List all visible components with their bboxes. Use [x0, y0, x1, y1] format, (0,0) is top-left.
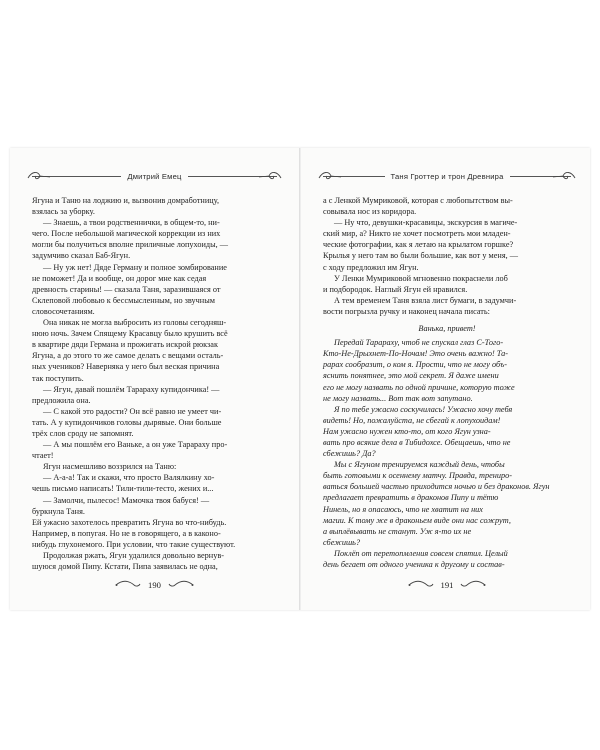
letter-greeting: Ванька, привет! — [418, 324, 476, 334]
text-line: и подбородок. Наглый Ягун ей нравился. — [323, 284, 468, 294]
text-line: древность старины! — сказала Таня, заразившаяся от — [32, 284, 221, 294]
running-head-title: Таня Гроттер и трон Древнира — [390, 171, 504, 181]
ornament-icon — [167, 580, 195, 590]
text-line: — С какой это радости? Он всё равно не умеет чи- — [43, 406, 222, 416]
left-page-body — [32, 195, 277, 572]
letter-line: Нинель, но я опасаюсь, что не хватит на них — [323, 504, 483, 514]
text-line: — Ягун, давай пошлём Тарараху купидончика! — — [43, 384, 220, 394]
text-line: предложила она. — [32, 395, 91, 405]
letter-line: Кто-Не-Дрыхнет-По-Ночам! Это очень важно! Та- — [323, 349, 508, 359]
text-line: могли бы получиться вполне приличные лопухоиды, — — [32, 240, 228, 250]
letter-line: видеть! Но, пожалуйста, не сбегай к лопухоидам! — [323, 415, 501, 425]
flourish-icon — [553, 169, 577, 183]
text-line: тать. А у купидончиков головы дырявые. Они больше — [32, 417, 222, 427]
flourish-icon — [259, 169, 283, 183]
header-rule — [323, 176, 385, 177]
text-line: Ягуна и Таню на лоджию и, вызвонив домработницу, — [32, 196, 220, 205]
page-number: 191 — [440, 580, 454, 590]
page-number: 190 — [148, 580, 161, 590]
text-line: Ягун насмешливо воззрился на Таню: — [43, 462, 177, 472]
left-page-footer — [32, 580, 277, 590]
book-spread — [10, 148, 590, 610]
letter-line: Передай Тарараху, чтоб не спускал глаз С-Того- — [334, 338, 504, 348]
letter-line: Поклёп от перетопмления совсем спятил. Целый — [334, 548, 508, 558]
letter-line: предлагает превратить в драконов Пипу и тётю — [323, 493, 499, 503]
letter-line: яснить понятнее, это мой секрет. Я даже имени — [323, 371, 499, 381]
text-line: задумчиво сказал Баб-Ягун. — [32, 251, 131, 261]
header-rule — [188, 176, 277, 177]
text-line: с ходу предложил им Ягун. — [323, 262, 419, 272]
header-rule — [32, 176, 121, 177]
text-line: буркнула Таня. — [32, 506, 85, 516]
letter-line: Мы с Ягуном тренируемся каждый день, чтобы — [334, 460, 505, 470]
text-line: — А-а-а! Так и скажи, что просто Валялкину хо- — [43, 473, 215, 483]
letter-line: сбежишь? — [323, 537, 361, 547]
text-line: в квартире дяди Германа и прожигать искрой рюкзак — [32, 340, 218, 350]
text-line: нибудь глухонемого. При условии, что такие существуют. — [32, 539, 236, 549]
right-page-footer — [323, 580, 571, 590]
book-gutter — [299, 148, 301, 610]
right-page-body — [323, 195, 571, 570]
text-line: У Ленки Мумриковой мгновенно покраснели лоб — [334, 273, 508, 283]
text-line: Крылья у него там во были большие, как вот у меня, — — [323, 251, 518, 261]
text-line: нюю ночь. Зачем Спящему Красавцу было крушить всё — [32, 329, 228, 339]
text-line: ский мир, а? Никто не хочет посмотреть мои младен- — [323, 229, 511, 239]
right-page-header — [323, 169, 571, 183]
text-line: вости погрызла ручку и наконец начала писать: — [323, 306, 490, 316]
flourish-icon — [317, 169, 341, 183]
running-head-author: Дмитрий Емец — [127, 171, 182, 181]
left-page-header — [32, 169, 277, 183]
text-line: — Знаешь, а твои родственнички, в общем-то, ни- — [43, 218, 220, 228]
letter-line: его не могу назвать по одной причине, которую тоже — [323, 382, 515, 392]
text-line: взялась за уборку. — [32, 207, 95, 217]
text-line: Склеповой любовью к бессмысленным, но звучным — [32, 295, 215, 305]
text-line: трёх слов сроду не запомнят. — [32, 428, 134, 438]
letter-line: сбежишь? Да? — [323, 449, 376, 459]
letter-line: Нам ужасно нужен кто-то, от кого Ягун узна- — [323, 426, 491, 436]
text-line: — Ну что, девушки-красавицы, экскурсия в магиче- — [334, 218, 518, 228]
text-line: шуюся домой Пипу. Кстати, Пипа заявилась не одна, — [32, 562, 218, 572]
letter-line: быть готовыми к осеннему матчу. Правда, трениро- — [323, 471, 513, 481]
letter-line: магии. К тому же в драконьем виде они нас сожрут, — [323, 515, 511, 525]
header-rule — [510, 176, 572, 177]
ornament-icon — [407, 580, 435, 590]
text-line: так поступить. — [32, 373, 84, 383]
text-line: — Ну уж нет! Дяде Герману и полное зомбирование — [43, 262, 227, 272]
text-line: — Замолчи, пылесос! Мамочка твоя бабуся! — — [43, 495, 210, 505]
text-line: Продолжая ржать, Ягун удалился довольно вернув- — [43, 551, 224, 560]
letter-line: а выплёвывать не станут. Уж я-то их не — [323, 526, 472, 536]
letter-line: ваться большей частью приходится ночью и без драконов. Ягун — [323, 482, 550, 492]
text-line: а с Ленкой Мумриковой, которая с любопытством вы- — [323, 196, 513, 205]
text-line: Ягуна, а до этого то же самое делать с вещами осталь- — [32, 351, 224, 361]
text-line: чешь письмо написать! Тили-тили-тесто, жених и... — [32, 484, 214, 494]
text-line: Она никак не могла выбросить из головы сегодняш- — [43, 318, 227, 328]
letter-line: день бегает от одного ученика к другому и состав- — [323, 560, 505, 569]
ornament-icon — [114, 580, 142, 590]
text-line: ческие фотографии, как я летаю на крылатом горшке? — [323, 240, 514, 250]
text-line: Ей ужасно захотелось превратить Ягуна во что-нибудь. — [32, 517, 227, 527]
letter-line: вать про всякие дела в Тибидохсе. Обещаешь, что не — [323, 437, 511, 447]
letter-line: рарах сообразит, о ком я. Прости, что не могу объ- — [323, 360, 507, 370]
text-line: — А мы пошлём его Ваньке, а он уже Тарараху про- — [43, 440, 228, 450]
text-line: чтает! — [32, 451, 54, 461]
text-line: не поможет! Да и вообще, он дорог мне как седая — [32, 273, 207, 283]
text-line: Например, в попугая. Но не в говорящего, а в каконо- — [32, 528, 221, 538]
text-line: А тем временем Таня взяла лист бумаги, в задумчи- — [334, 295, 517, 305]
left-page — [32, 148, 277, 610]
letter-line: Я по тебе ужасно соскучилась! Ужасно хочу тебя — [334, 404, 513, 414]
right-page — [323, 148, 571, 610]
text-line: совывала нос из коридора. — [323, 207, 417, 217]
text-line: чего. После небольшой магической коррекции из них — [32, 229, 221, 239]
text-line: ных учеников? Наверняка у него был веская причина — [32, 362, 220, 372]
text-line: словосочетаниям. — [32, 306, 95, 316]
ornament-icon — [459, 580, 487, 590]
letter-line: не могу назвать... Вот так вот запутано. — [323, 393, 473, 403]
flourish-icon — [26, 169, 50, 183]
